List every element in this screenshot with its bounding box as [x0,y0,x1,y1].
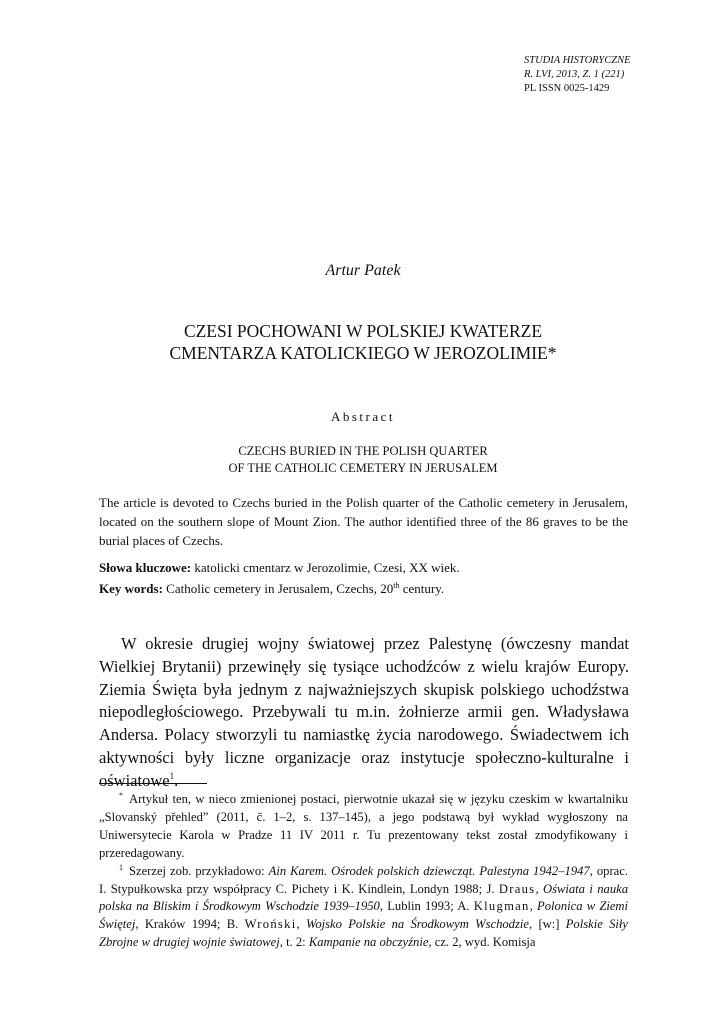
keywords-english-text-end: century. [399,581,445,596]
fn1-italic: Polonica w Ziemi Świętej [99,899,629,932]
fn1-author: Wroński [244,917,297,932]
fn1-text: , Kraków 1994; B. [135,917,245,932]
footnote-1 [99,863,628,953]
article-title-line-2: CMENTARZA KATOLICKIEGO W JEROZOLIMIE* [169,343,557,363]
fn1-text: , Lublin 1993; A. [379,899,474,914]
footnote-1-marker: 1 [119,862,123,872]
fn1-text: , [535,881,543,896]
footnotes [99,791,628,952]
abstract-heading: Abstract [330,409,396,424]
article-title-line-1: CZESI POCHOWANI W POLSKIEJ KWATERZE [183,321,543,341]
fn1-text: , [296,917,306,932]
fn1-text: , [529,899,538,914]
abstract-text: The article is devoted to Czechs buried in the Polish quarter of the Catholic cemetery in Jerusalem, located on the southern slope of Mount Zion. The author identified three of the 86 graves to be the burial places of Czechs. [99,495,628,548]
keywords-english-sup: th [393,581,400,590]
fn1-text: , t. 2: [279,935,309,950]
footnote-ref-1: 1 [169,770,175,781]
keywords-block [99,557,639,599]
english-title-line-1: CZECHS BURIED IN THE POLISH QUARTER [238,444,488,458]
english-title [0,443,726,477]
fn1-italic: Wojsko Polskie na Środkowym Wschodzie [306,917,529,932]
footnote-separator [99,783,207,784]
fn1-italic: Ain Karem. Ośrodek polskich dziewcząt. Palestyna 1942–1947 [268,863,590,878]
author-name: Artur Patek [325,262,401,279]
keywords-polish-text: katolicki cmentarz w Jerozolimie, Czesi, XX wiek. [191,560,460,575]
keywords-english-label: Key words: [99,581,163,596]
fn1-text: , [w:] [528,917,566,932]
keywords-polish [99,557,639,578]
english-title-line-2: OF THE CATHOLIC CEMETERY IN JERUSALEM [228,461,498,475]
article-title [0,320,726,364]
fn1-italic: Oświata i nauka polska na Bliskim i Środkowym Wschodzie 1939–1950 [99,881,629,914]
keywords-polish-label: Słowa kluczowe: [99,560,192,575]
body-paragraph-end: . [174,770,179,790]
fn1-italic: Kampanie na obczyźnie [308,935,429,950]
fn1-text: Szerzej zob. przykładowo: [129,863,269,878]
keywords-english-text: Catholic cemetery in Jerusalem, Czechs, 20 [162,581,394,596]
keywords-english [99,578,639,599]
journal-info [524,54,631,96]
journal-issn: PL ISSN 0025-1429 [524,83,610,94]
journal-volume: R. LVI, 2013, Z. 1 (221) [524,69,625,80]
footnote-star-text: Artykuł ten, w nieco zmienionej postaci, pierwotnie ukazał się w języku czeskim w kwartalniku „Slovanský přehled” (2011, č. 1–2, s. 137–145), a jego podstawą był wykład wygłoszony na Uniwersytecie Karola w Pradze 11 IV 2011 r. Tu prezentowany tekst został zmodyfikowany i przeredagowany. [99,792,628,860]
footnote-star [99,791,628,863]
body-paragraph [99,633,629,793]
fn1-text: , oprac. I. Stypułkowska przy współpracy C. Pichety i K. Kindlein, Londyn 1988; J. [99,863,628,896]
fn1-author: Draus [498,881,536,896]
fn1-italic: Polskie Siły Zbrojne w drugiej wojnie światowej [99,917,628,950]
fn1-text: , cz. 2, wyd. Komisja [428,935,536,950]
footnote-star-marker: * [119,791,123,800]
journal-name: STUDIA HISTORYCZNE [524,55,631,66]
body-paragraph-text: W okresie drugiej wojny światowej przez Palestynę (ówczesny mandat Wielkiej Brytanii) przewinęły się tysiące uchodźców z wielu krajów Europy. Ziemia Święta była jednym z najważniejszych skupisk polskiego uchodźstwa niepodległościowego. Przebywali tu m.in. żołnierze armii gen. Władysława Andersa. Polacy stworzyli tu namiastkę życia narodowego. Świadectwem ich aktywności były liczne organizacje oraz instytucje społeczno-kulturalne i oświatowe [99,634,629,790]
fn1-author: Klugman [473,899,530,914]
